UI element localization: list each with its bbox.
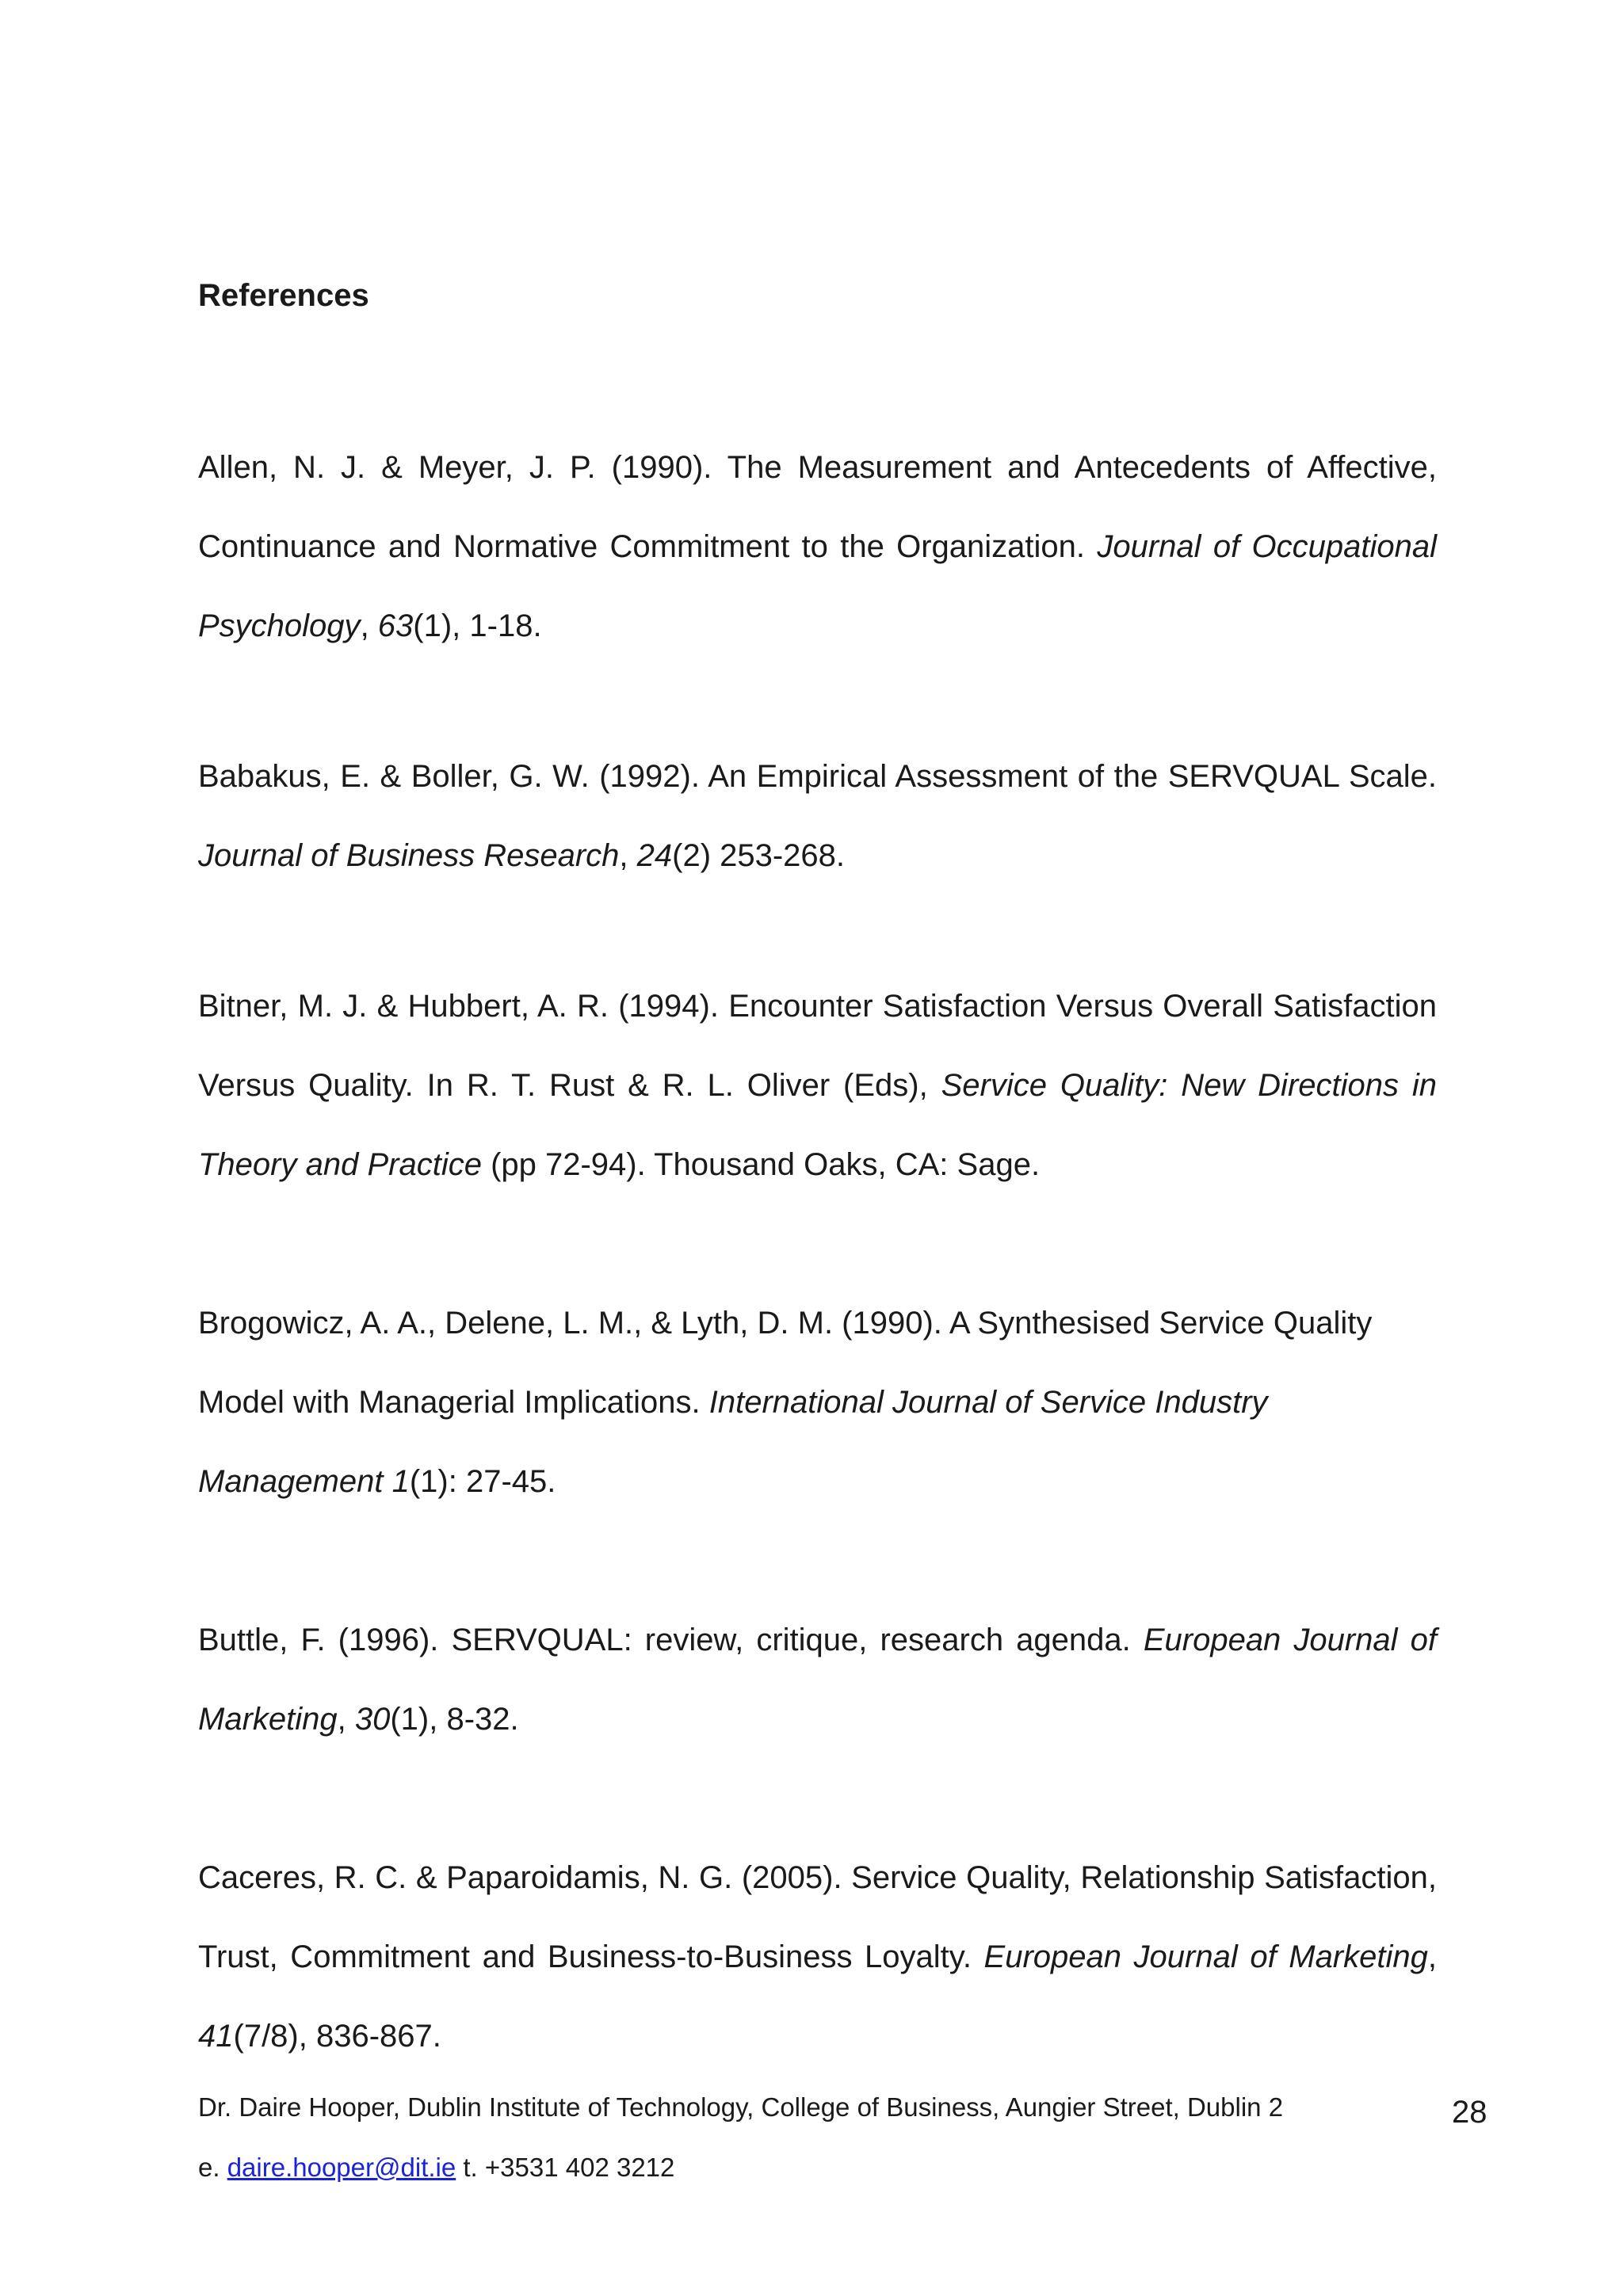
reference-journal: Journal of Occupational Psychology <box>198 529 1437 643</box>
reference-entry <box>198 1838 1437 2076</box>
reference-journal: International Journal of Service Industry Management <box>198 1385 1268 1499</box>
references-heading: References <box>198 278 369 313</box>
footer-contact-line <box>198 2152 674 2183</box>
reference-volume: 63 <box>377 608 414 643</box>
reference-authors-title: Bitner, M. J. & Hubbert, A. R. (1994). Encounter Satisfaction Versus Overall Satisfaction Versus Quality. In R. T. Rust & R. L. Oliver (Eds), <box>198 989 1437 1103</box>
reference-entry <box>198 428 1437 666</box>
reference-pages: (1), 1-18. <box>413 608 542 643</box>
reference-separator: , <box>360 608 378 643</box>
phone-number: t. +3531 402 3212 <box>456 2153 675 2182</box>
reference-journal: Journal of Business Research <box>198 838 620 873</box>
email-link[interactable]: daire.hooper@dit.ie <box>227 2153 456 2182</box>
footer-author-line: Dr. Daire Hooper, Dublin Institute of Technology, College of Business, Aungier Street, Dublin 2 <box>198 2092 1284 2122</box>
reference-authors-title: Allen, N. J. & Meyer, J. P. (1990). The Measurement and Antecedents of Affective, Continuance and Normative Commitment to the Organization. <box>198 450 1437 564</box>
reference-pages: (pp 72-94). Thousand Oaks, CA: Sage. <box>481 1147 1041 1182</box>
reference-entry <box>198 967 1437 1204</box>
reference-volume: 24 <box>636 838 673 873</box>
reference-book-title: Service Quality: New Directions in Theory and Practice <box>198 1068 1437 1182</box>
reference-entry <box>198 737 1437 895</box>
reference-authors-title: Buttle, F. (1996). SERVQUAL: review, critique, research agenda. <box>198 1623 1144 1657</box>
reference-authors-title: Caceres, R. C. & Paparoidamis, N. G. (2005). Service Quality, Relationship Satisfaction, Trust, Commitment and Business-to-Business Loyalty. <box>198 1860 1437 1974</box>
reference-journal: European Journal of Marketing <box>983 1939 1428 1974</box>
reference-authors-title: Brogowicz, A. A., Delene, L. M., & Lyth, D. M. (1990). A Synthesised Service Quality Model with Managerial Implications. <box>198 1306 1373 1420</box>
reference-volume: 1 <box>391 1464 410 1499</box>
reference-pages: (1): 27-45. <box>409 1464 556 1499</box>
reference-volume: 30 <box>354 1702 391 1737</box>
reference-journal: European Journal of Marketing <box>198 1623 1437 1737</box>
reference-separator <box>383 1464 391 1499</box>
reference-authors-title: Babakus, E. & Boller, G. W. (1992). An Empirical Assessment of the SERVQUAL Scale. <box>198 759 1437 794</box>
reference-separator: , <box>337 1702 355 1737</box>
reference-pages: (1), 8-32. <box>390 1702 519 1737</box>
reference-pages: (2) 253-268. <box>672 838 846 873</box>
page-number: 28 <box>1452 2095 1487 2130</box>
reference-separator: , <box>619 838 637 873</box>
email-prefix: e. <box>198 2153 227 2182</box>
reference-volume: 41 <box>198 2019 234 2054</box>
reference-entry <box>198 1283 1437 1521</box>
reference-pages: (7/8), 836-867. <box>233 2019 441 2054</box>
reference-separator: , <box>1427 1939 1437 1974</box>
reference-entry <box>198 1600 1437 1759</box>
